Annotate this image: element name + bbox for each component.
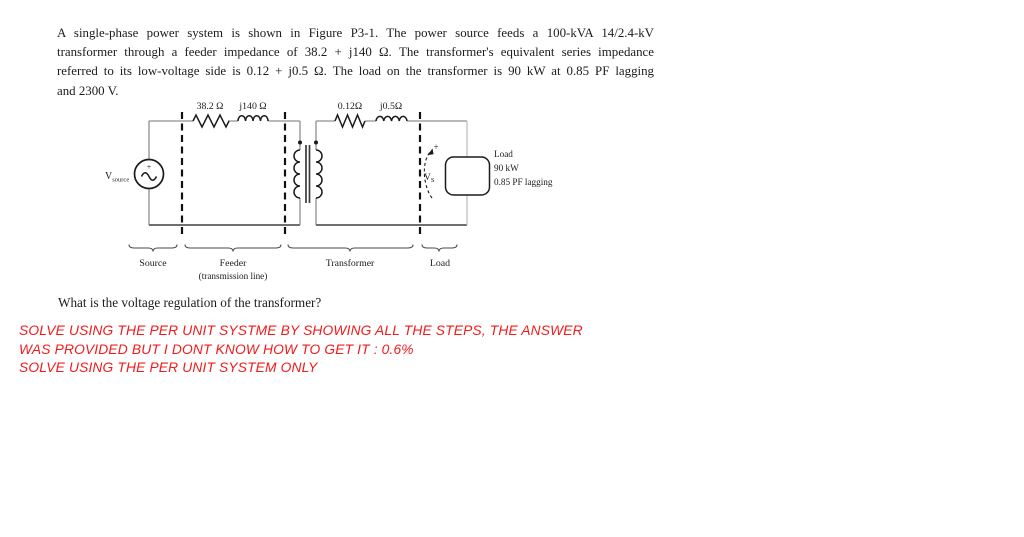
transformer-icon	[294, 141, 322, 204]
polarity-dot	[298, 141, 302, 145]
note-line: SOLVE USING THE PER UNIT SYSTEM ONLY	[19, 360, 318, 376]
load-title: Load	[494, 149, 513, 159]
secondary-voltage-marker	[424, 142, 439, 198]
section-braces	[129, 245, 457, 252]
feeder-resistor-icon	[193, 115, 229, 127]
xfmr-reactance-label: j0.5Ω	[379, 101, 403, 112]
feeder-inductor-icon	[238, 116, 268, 121]
note-line: SOLVE USING THE PER UNIT SYSTME BY SHOWING ALL THE STEPS, THE ANSWER	[19, 323, 583, 338]
problem-line: referred to its low-voltage side is 0.12 + j0.5 Ω. The load on the transformer is 90 kW at 0.85 PF lagging	[57, 64, 654, 79]
note-line: WAS PROVIDED BUT I DONT KNOW HOW TO GET IT : 0.6%	[19, 341, 414, 357]
load-annotation	[494, 149, 553, 187]
problem-line: and 2300 V.	[57, 83, 119, 98]
secondary-loop-wires	[316, 121, 467, 225]
load-power: 90 kW	[494, 163, 519, 173]
load-pf: 0.85 PF lagging	[494, 177, 553, 187]
section-label-feeder-sub: (transmission line)	[198, 271, 268, 281]
polarity-dot	[314, 141, 318, 145]
xfmr-inductor-icon	[376, 116, 407, 121]
ac-source-icon	[135, 160, 164, 189]
feeder-resistance-label: 38.2 Ω	[196, 101, 224, 112]
source-plus-sign: +	[146, 162, 152, 172]
vs-plus-sign: +	[433, 142, 439, 152]
problem-line: transformer through a feeder impedance of 38.2 + j140 Ω. The transformer's equivalent series impedance	[57, 45, 654, 60]
problem-line: A single-phase power system is shown in Figure P3-1. The power source feeds a 100-kVA 14/2.4-kV	[57, 26, 654, 40]
section-label-transformer: Transformer	[325, 258, 375, 269]
section-label-load: Load	[429, 258, 451, 269]
source-voltage-label: $V_{source}$	[105, 171, 130, 184]
vs-label: VS	[424, 173, 435, 184]
question-text: What is the voltage regulation of the transformer?	[58, 295, 322, 310]
section-label-feeder: Feeder	[219, 258, 247, 269]
student-note	[19, 322, 583, 378]
primary-loop-wires	[146, 121, 300, 225]
feeder-reactance-label: j140 Ω	[239, 101, 267, 112]
xfmr-resistance-label: 0.12Ω	[337, 101, 363, 112]
load-box	[446, 157, 490, 195]
section-label-source: Source	[139, 258, 167, 269]
xfmr-resistor-icon	[335, 115, 365, 127]
